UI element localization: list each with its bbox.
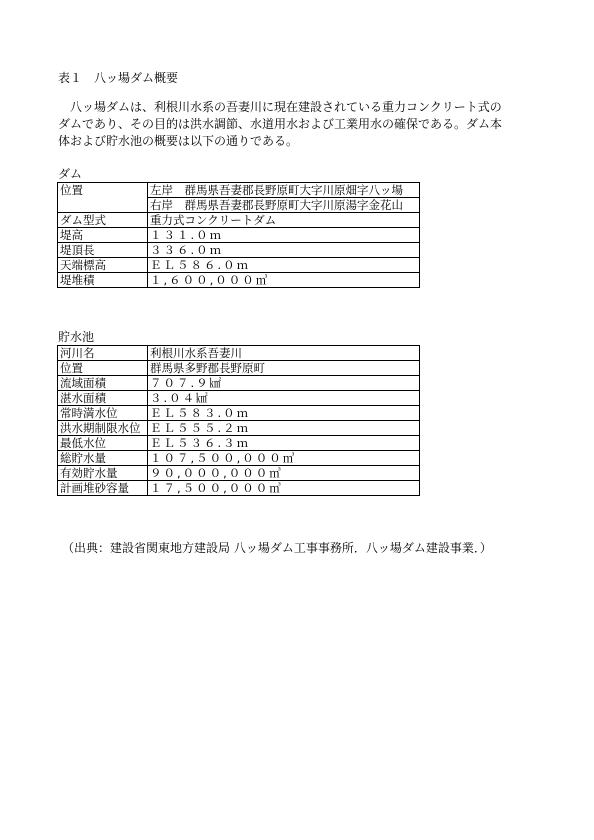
table-caption: 表１ 八ッ場ダム概要	[58, 71, 179, 85]
table-value-cell: １３１.０ｍ	[148, 228, 420, 243]
table-value-cell: ９０,０００,０００㎥	[148, 466, 420, 481]
table-key-cell: 河川名	[58, 346, 148, 361]
table-row	[58, 391, 420, 406]
intro-line: 八ッ場ダムは、利根川水系の吾妻川に現在建設されている重力コンクリート式の	[58, 100, 502, 114]
table-value-cell: ＥＬ５８６.０ｍ	[148, 258, 420, 273]
source-citation: （出典：建設省関東地方建設局 八ッ場ダム工事事務所．八ッ場ダム建設事業．）	[62, 541, 492, 555]
intro-line: ダムであり、その目的は洪水調節、水道用水および工業用水の確保である。ダム本	[58, 117, 503, 131]
table-row	[58, 421, 420, 436]
table-row	[58, 243, 420, 258]
table-row	[58, 436, 420, 451]
table-key-cell: 位置	[58, 183, 148, 213]
table-key-cell: 流域面積	[58, 376, 148, 391]
table-key-cell: 堤頂長	[58, 243, 148, 258]
table-value-cell: 左岸 群馬県吾妻郡長野原町大字川原畑字八ッ場	[148, 183, 420, 198]
table-row	[58, 451, 420, 466]
table-row	[58, 258, 420, 273]
table-row	[58, 376, 420, 391]
table-value-cell: ３３６.０ｍ	[148, 243, 420, 258]
intro-line: 体および貯水池の概要は以下の通りである。	[58, 134, 299, 148]
table-key-cell: 総貯水量	[58, 451, 148, 466]
table-value-cell: 重力式コンクリートダム	[148, 213, 420, 228]
table-value-cell: 右岸 群馬県吾妻郡長野原町大字川原湯字金花山	[148, 198, 420, 213]
table-key-cell: 位置	[58, 361, 148, 376]
dam-section-label: ダム	[58, 167, 83, 181]
table-row	[58, 228, 420, 243]
table-value-cell: ＥＬ５８３.０ｍ	[148, 406, 420, 421]
table-value-cell: １,６００,０００㎥	[148, 273, 420, 288]
table-row	[58, 273, 420, 288]
reservoir-table	[57, 345, 420, 496]
table-key-cell: 堤高	[58, 228, 148, 243]
table-key-cell: 堤堆積	[58, 273, 148, 288]
table-key-cell: 洪水期制限水位	[58, 421, 148, 436]
table-value-cell: 群馬県多野郡長野原町	[148, 361, 420, 376]
table-key-cell: 天端標高	[58, 258, 148, 273]
table-row	[58, 346, 420, 361]
table-key-cell: 計画堆砂容量	[58, 481, 148, 496]
reservoir-section-label: 貯水池	[58, 330, 95, 344]
table-key-cell: 有効貯水量	[58, 466, 148, 481]
table-row	[58, 361, 420, 376]
dam-table	[57, 182, 420, 288]
table-value-cell: １０７,５００,０００㎥	[148, 451, 420, 466]
table-value-cell: ＥＬ５５５.２ｍ	[148, 421, 420, 436]
table-row	[58, 481, 420, 496]
table-value-cell: ＥＬ５３６.３ｍ	[148, 436, 420, 451]
table-value-cell: １７,５００,０００㎥	[148, 481, 420, 496]
table-row	[58, 183, 420, 198]
table-value-cell: ３.０４㎢	[148, 391, 420, 406]
table-row	[58, 213, 420, 228]
table-key-cell: 常時満水位	[58, 406, 148, 421]
table-key-cell: 湛水面積	[58, 391, 148, 406]
table-value-cell: ７０７.９㎢	[148, 376, 420, 391]
table-key-cell: ダム型式	[58, 213, 148, 228]
intro-paragraph	[58, 99, 503, 150]
table-row	[58, 466, 420, 481]
table-value-cell: 利根川水系吾妻川	[148, 346, 420, 361]
table-row	[58, 406, 420, 421]
table-key-cell: 最低水位	[58, 436, 148, 451]
